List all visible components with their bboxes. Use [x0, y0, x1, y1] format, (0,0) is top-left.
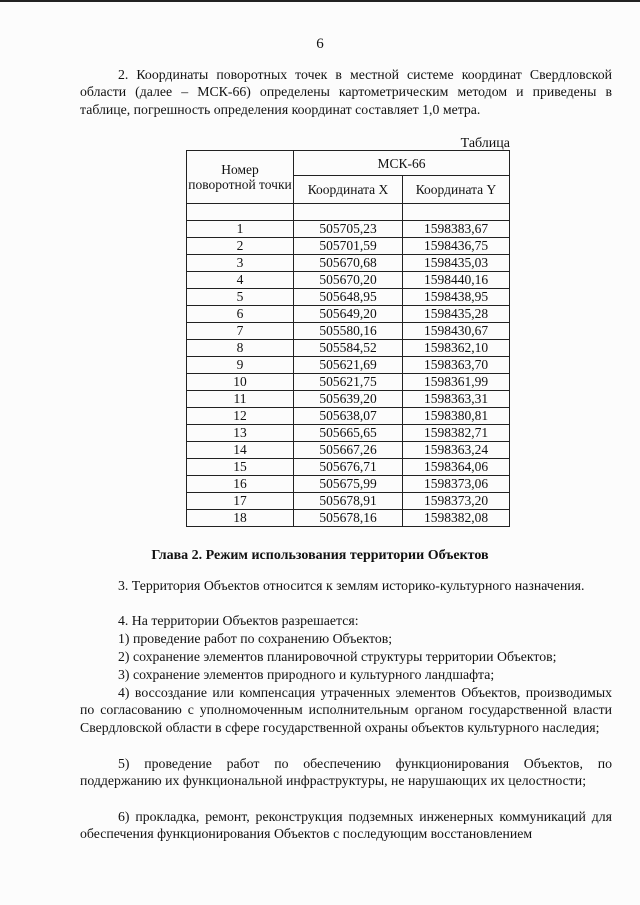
cell-point-number: 3 [187, 255, 294, 272]
cell-coordinate-y: 1598380,81 [403, 408, 510, 425]
cell-point-number: 8 [187, 340, 294, 357]
table-gap-row [187, 204, 510, 221]
cell-coordinate-x: 505648,95 [294, 289, 403, 306]
cell-coordinate-y: 1598363,70 [403, 357, 510, 374]
cell-point-number: 6 [187, 306, 294, 323]
cell-coordinate-y: 1598438,95 [403, 289, 510, 306]
cell-coordinate-x: 505667,26 [294, 442, 403, 459]
cell-coordinate-y: 1598373,06 [403, 476, 510, 493]
cell-coordinate-y: 1598440,16 [403, 272, 510, 289]
cell-point-number: 15 [187, 459, 294, 476]
paragraph-3: 3. Территория Объектов относится к землям историко-культурного назначения. [118, 578, 585, 593]
table-row [187, 408, 510, 425]
table-row [187, 272, 510, 289]
cell-coordinate-y: 1598382,08 [403, 510, 510, 527]
cell-coordinate-y: 1598373,20 [403, 493, 510, 510]
table-row [187, 323, 510, 340]
paragraph-coordinates: 2. Координаты поворотных точек в местной системе координат Свердловской области (далее – МСК-66) определены картометрическим методом и приведены в таблице, погрешность определения координат составляет 1,0 метра. [80, 67, 612, 117]
table-row [187, 476, 510, 493]
cell-point-number: 17 [187, 493, 294, 510]
cell-point-number: 12 [187, 408, 294, 425]
cell-point-number: 1 [187, 221, 294, 238]
table-row [187, 374, 510, 391]
table-row [187, 493, 510, 510]
cell-coordinate-x: 505649,20 [294, 306, 403, 323]
table-row [187, 357, 510, 374]
list-item: 6) прокладка, ремонт, реконструкция подземных инженерных коммуникаций для обеспечения функционирования Объектов с последующим восстановлением [80, 809, 612, 842]
table-row [187, 391, 510, 408]
cell-point-number: 2 [187, 238, 294, 255]
cell-point-number: 16 [187, 476, 294, 493]
list-item: 3) сохранение элементов природного и культурного ландшафта; [118, 667, 495, 682]
cell-coordinate-x: 505678,16 [294, 510, 403, 527]
chapter-title: Глава 2. Режим использования территории Объектов [151, 548, 489, 563]
cell-coordinate-x: 505678,91 [294, 493, 403, 510]
table-row [187, 221, 510, 238]
cell-coordinate-y: 1598435,03 [403, 255, 510, 272]
cell-coordinate-x: 505675,99 [294, 476, 403, 493]
cell-point-number: 18 [187, 510, 294, 527]
header-coordinate-x: Координата X [294, 176, 403, 204]
coordinates-table [186, 150, 510, 527]
cell-coordinate-y: 1598363,31 [403, 391, 510, 408]
list-item: 1) проведение работ по сохранению Объектов; [118, 631, 393, 646]
cell-coordinate-x: 505705,23 [294, 221, 403, 238]
table-row [187, 255, 510, 272]
cell-coordinate-y: 1598364,06 [403, 459, 510, 476]
cell-point-number: 11 [187, 391, 294, 408]
list-item: 2) сохранение элементов планировочной структуры территории Объектов; [118, 649, 557, 664]
cell-point-number: 4 [187, 272, 294, 289]
list-item: 5) проведение работ по обеспечению функционирования Объектов, по поддержанию их функциональной инфраструктуры, не нарушающих их целостности; [80, 756, 612, 789]
cell-point-number: 5 [187, 289, 294, 306]
header-coordinate-y: Координата Y [403, 176, 510, 204]
cell-coordinate-y: 1598383,67 [403, 221, 510, 238]
cell-coordinate-x: 505580,16 [294, 323, 403, 340]
paragraph-4: 4. На территории Объектов разрешается: [118, 613, 359, 628]
table-row [187, 306, 510, 323]
cell-coordinate-y: 1598363,24 [403, 442, 510, 459]
table-row [187, 340, 510, 357]
cell-coordinate-x: 505639,20 [294, 391, 403, 408]
cell-coordinate-y: 1598435,28 [403, 306, 510, 323]
header-point-number: Номер поворотной точки [187, 151, 294, 204]
cell-coordinate-y: 1598382,71 [403, 425, 510, 442]
cell-coordinate-y: 1598361,99 [403, 374, 510, 391]
cell-coordinate-x: 505621,75 [294, 374, 403, 391]
cell-coordinate-y: 1598362,10 [403, 340, 510, 357]
cell-coordinate-x: 505701,59 [294, 238, 403, 255]
cell-coordinate-x: 505676,71 [294, 459, 403, 476]
cell-point-number: 10 [187, 374, 294, 391]
table-row [187, 442, 510, 459]
table-row [187, 425, 510, 442]
cell-coordinate-x: 505584,52 [294, 340, 403, 357]
table-row [187, 510, 510, 527]
coordinates-table-body [187, 204, 510, 527]
cell-coordinate-y: 1598430,67 [403, 323, 510, 340]
header-coordinate-system: МСК-66 [294, 151, 510, 176]
cell-coordinate-x: 505621,69 [294, 357, 403, 374]
cell-coordinate-x: 505670,68 [294, 255, 403, 272]
table-row [187, 289, 510, 306]
table-row [187, 459, 510, 476]
table-caption: Таблица [460, 136, 510, 151]
page-number: 6 [316, 36, 324, 52]
cell-point-number: 13 [187, 425, 294, 442]
cell-coordinate-y: 1598436,75 [403, 238, 510, 255]
cell-coordinate-x: 505665,65 [294, 425, 403, 442]
cell-point-number: 7 [187, 323, 294, 340]
cell-point-number: 9 [187, 357, 294, 374]
table-row [187, 238, 510, 255]
list-item: 4) воссоздание или компенсация утраченных элементов Объектов, производимых по согласованию с уполномоченным исполнительным органом государственной власти Свердловской области в сфере государственной охраны объектов культурного наследия; [80, 685, 612, 735]
cell-coordinate-x: 505638,07 [294, 408, 403, 425]
cell-point-number: 14 [187, 442, 294, 459]
cell-coordinate-x: 505670,20 [294, 272, 403, 289]
